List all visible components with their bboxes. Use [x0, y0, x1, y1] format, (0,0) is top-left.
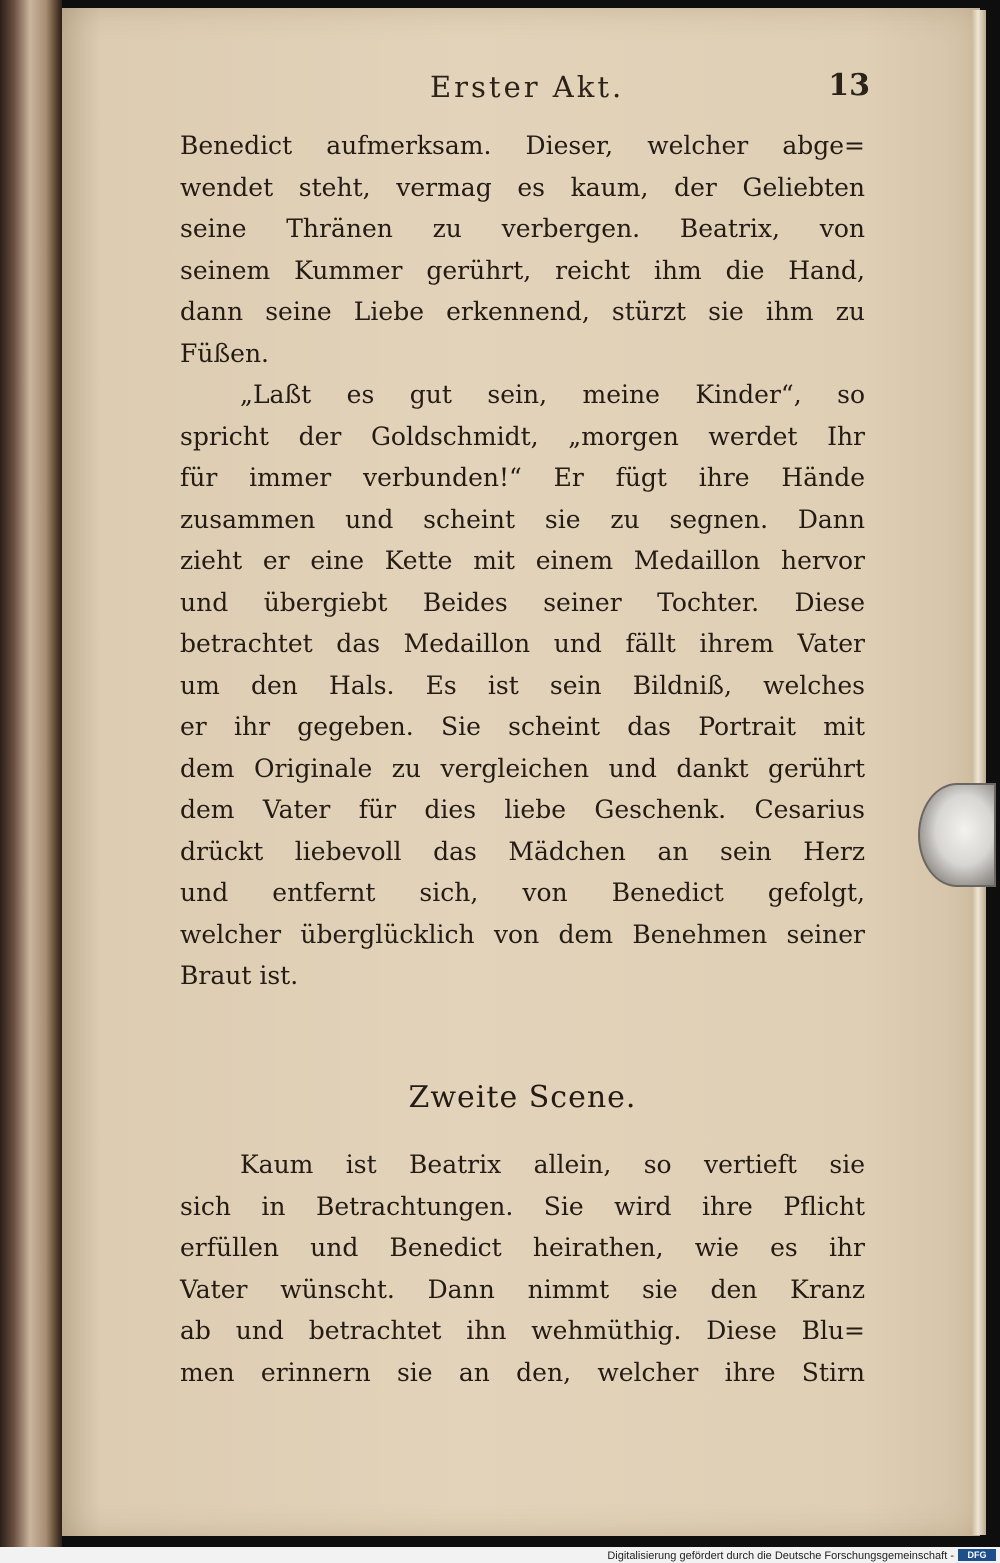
text-line: betrachtet das Medaillon und fällt ihrem Vater [180, 629, 865, 658]
running-title: Erster Akt. [430, 70, 625, 104]
text-line: zusammen und scheint sie zu segnen. Dann [180, 504, 865, 534]
page-edge [972, 10, 986, 1535]
text-line: um den Hals. Es ist sein Bildniß, welches [180, 670, 865, 700]
text-line: er ihr gegeben. Sie scheint das Portrait mit [180, 712, 865, 741]
body-text-bottom [180, 1144, 865, 1393]
text-line: spricht der Goldschmidt, „morgen werdet Ihr [180, 421, 865, 451]
text-line: dem Vater für dies liebe Geschenk. Cesarius [180, 795, 865, 824]
text-line: erfüllen und Benedict heirathen, wie es ihr [180, 1233, 865, 1262]
text-line: men erinnern sie an den, welcher ihre Stirn [180, 1357, 865, 1387]
text-line: wendet steht, vermag es kaum, der Geliebten [180, 172, 865, 202]
text-line: ab und betrachtet ihn wehmüthig. Diese Blu= [180, 1316, 865, 1345]
text-line: welcher überglücklich von dem Benehmen seiner [180, 919, 865, 949]
text-line: und entfernt sich, von Benedict gefolgt, [180, 878, 865, 907]
text-line: Benedict aufmerksam. Dieser, welcher abge= [180, 131, 865, 160]
page-clip [918, 783, 996, 887]
text-line: „Laßt es gut sein, meine Kinder“, so [240, 380, 865, 409]
text-line: drückt liebevoll das Mädchen an sein Herz [180, 836, 865, 866]
body-text-top [180, 125, 865, 997]
page-number: 13 [828, 68, 870, 103]
text-line: Vater wünscht. Dann nimmt sie den Kranz [180, 1274, 865, 1304]
text-line: für immer verbunden!“ Er fügt ihre Hände [180, 463, 865, 492]
footer-bar [0, 1547, 1000, 1563]
text-line: seine Thränen zu verbergen. Beatrix, von [180, 214, 865, 243]
text-line: Füßen. [180, 338, 269, 368]
text-line: Kaum ist Beatrix allein, so vertieft sie [240, 1150, 865, 1179]
scene-heading: Zweite Scene. [408, 1080, 637, 1115]
dfg-logo: DFG [958, 1549, 996, 1561]
text-line: Braut ist. [180, 961, 299, 990]
text-line: dann seine Liebe erkennend, stürzt sie ihm zu [180, 297, 865, 326]
funding-credit: Digitalisierung gefördert durch die Deutsche Forschungsgemeinschaft - [607, 1550, 954, 1562]
text-line: sich in Betrachtungen. Sie wird ihre Pflicht [180, 1191, 865, 1221]
book-spine [0, 0, 62, 1548]
text-line: seinem Kummer gerührt, reicht ihm die Hand, [180, 255, 865, 285]
text-line: zieht er eine Kette mit einem Medaillon hervor [180, 546, 865, 575]
running-head [112, 64, 872, 114]
text-line: und übergiebt Beides seiner Tochter. Diese [180, 587, 865, 617]
text-line: dem Originale zu vergleichen und dankt gerührt [180, 753, 865, 783]
